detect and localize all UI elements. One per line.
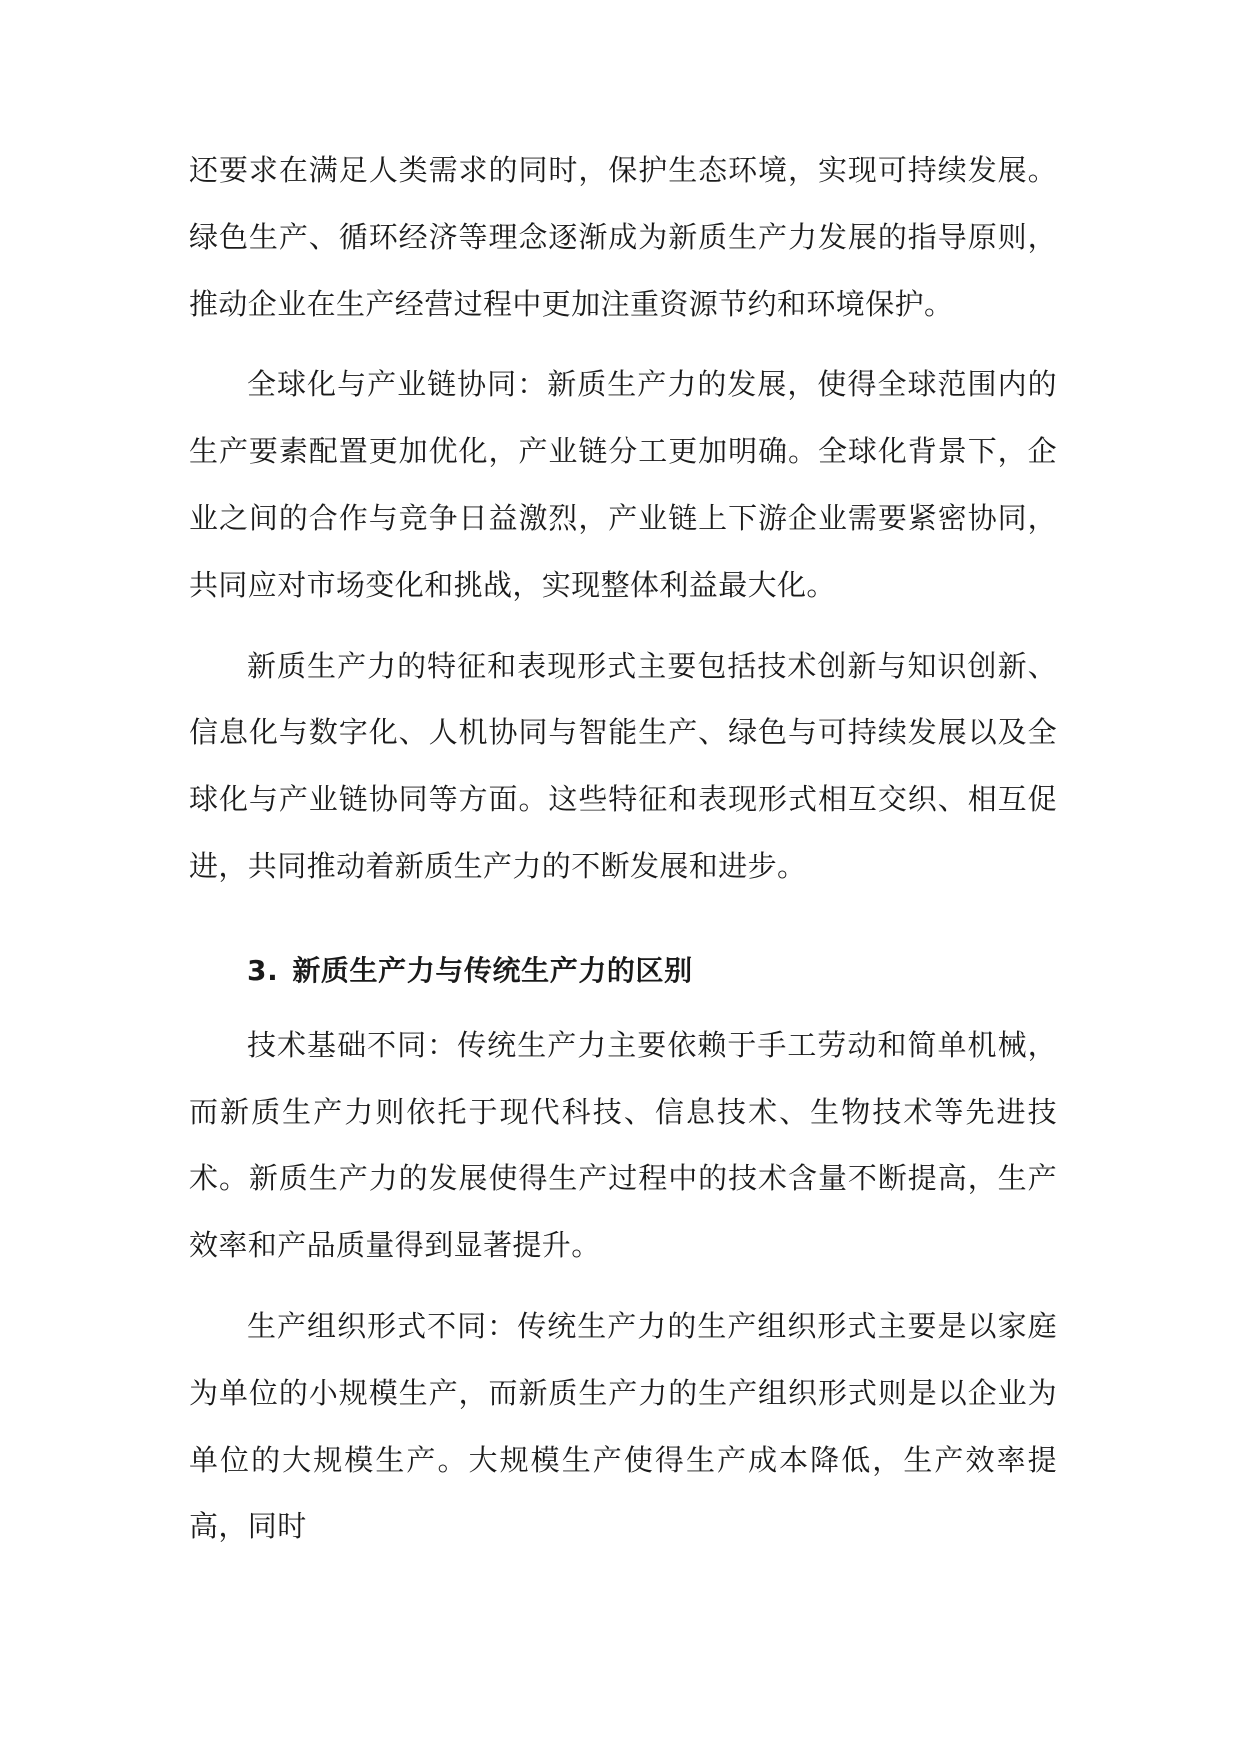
section-title: 新质生产力与传统生产力的区别: [292, 953, 693, 987]
paragraph-production-organization: 生产组织形式不同：传统生产力的生产组织形式主要是以家庭为单位的小规模生产，而新质生产力的生产组织形式则是以企业为单位的大规模生产。大规模生产使得生产成本降低，生产效率提高，同时: [189, 1308, 1057, 1544]
paragraph-continuation: 还要求在满足人类需求的同时，保护生态环境，实现可持续发展。绿色生产、循环经济等理念逐渐成为新质生产力发展的指导原则，推动企业在生产经营过程中更加注重资源节约和环境保护。: [189, 153, 1057, 321]
paragraph-technology-basis: 技术基础不同：传统生产力主要依赖于手工劳动和简单机械，而新质生产力则依托于现代科技、信息技术、生物技术等先进技术。新质生产力的发展使得生产过程中的技术含量不断提高，生产效率和产品质量得到显著提升。: [189, 1027, 1057, 1263]
section-number: 3.: [247, 953, 279, 987]
document-page: [189, 137, 1057, 1574]
section-heading: [189, 938, 1057, 1004]
paragraph-globalization: 全球化与产业链协同：新质生产力的发展，使得全球范围内的生产要素配置更加优化，产业链分工更加明确。全球化背景下，企业之间的合作与竞争日益激烈，产业链上下游企业需要紧密协同，共同应对市场变化和挑战，实现整体利益最大化。: [189, 367, 1057, 602]
paragraph-summary: 新质生产力的特征和表现形式主要包括技术创新与知识创新、信息化与数字化、人机协同与智能生产、绿色与可持续发展以及全球化与产业链协同等方面。这些特征和表现形式相互交织、相互促进，共同推动着新质生产力的不断发展和进步。: [189, 648, 1057, 883]
